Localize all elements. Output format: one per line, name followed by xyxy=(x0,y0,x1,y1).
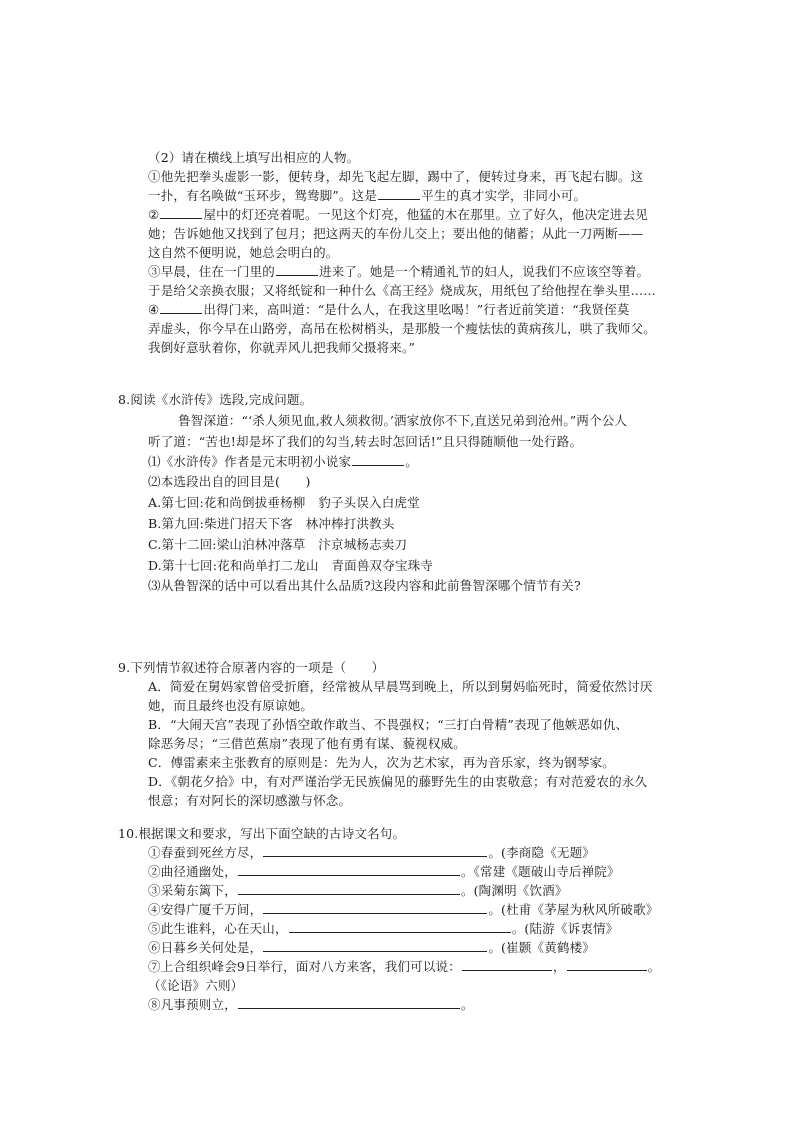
q8-passage-1: 鲁智深道：“‘杀人须见血,救人须救彻。’洒家放你不下,直送兄弟到沧州。”两个公人 xyxy=(178,413,628,428)
q7-line-9: 弄虚头，你今早在山路旁，高吊在松树梢头，是那般一个瘦怯怯的黄病孩儿，哄了我师父。 xyxy=(148,321,657,336)
q10-item-2-source: 。《常建《题破山寺后禅院》 xyxy=(460,864,620,879)
q10-item-5 xyxy=(148,920,618,938)
q10-item-4-prompt: ④安得广厦千万间， xyxy=(148,902,263,917)
answer-blank-3[interactable] xyxy=(276,263,318,276)
q9-title: 9.下列情节叙述符合原著内容的一项是（ ） xyxy=(118,660,385,675)
q9-option-c: C．傅雷素来主张教育的原则是：先为人，次为艺术家，再为音乐家，终为钢琴家。 xyxy=(148,755,615,770)
q10-title: 10.根据课文和要求，写出下面空缺的古诗文名句。 xyxy=(118,826,406,841)
q9-option-a-2: 她，而且最终也没有原谅她。 xyxy=(148,698,314,713)
q7-line-3a: ② xyxy=(148,207,160,222)
answer-blank-poem-7a[interactable] xyxy=(462,958,552,971)
q10-item-3 xyxy=(148,882,568,900)
q10-item-4-source: 。(杜甫《茅屋为秋风所破歌》 xyxy=(488,902,659,917)
q8-subq-1-text: ⑴《水浒传》作者是元末明初小说家 xyxy=(148,454,352,469)
q10-item-1-prompt: ①春蚕到死丝方尽， xyxy=(148,845,263,860)
q7-line-6a: ③早晨，住在一门里的 xyxy=(148,264,276,279)
q8-subq-2: ⑵本选段出自的回目是( ) xyxy=(148,474,311,489)
q7-line-2b: 平生的真才实学，非同小可。 xyxy=(421,188,587,203)
q8-subq-3: ⑶从鲁智深的话中可以看出其什么品质?这段内容和此前鲁智深哪个情节有关? xyxy=(148,578,581,593)
answer-blank-poem-2[interactable] xyxy=(238,863,460,876)
q7-part2-title: （2）请在横线上填写出相应的人物。 xyxy=(148,150,360,165)
q7-line-2 xyxy=(148,187,586,205)
q10-item-3-prompt: ③采菊东篱下， xyxy=(148,883,237,898)
answer-blank-poem-8[interactable] xyxy=(238,996,460,1009)
answer-blank-2[interactable] xyxy=(160,206,202,219)
q10-item-2 xyxy=(148,863,620,881)
q7-line-2a: 一扑，有名唤做“玉环步，鸳鸯脚”。这是 xyxy=(148,188,378,203)
q10-item-1-source: 。(李商隐《无题》 xyxy=(488,845,595,860)
q8-title: 8.阅读《水浒传》选段,完成问题。 xyxy=(118,392,313,407)
answer-blank-poem-4[interactable] xyxy=(263,901,487,914)
q10-item-3-source: 。(陶渊明《饮酒》 xyxy=(460,883,568,898)
q10-item-6 xyxy=(148,939,595,957)
q10-item-7-comma: ， xyxy=(552,959,566,974)
q9-option-b-1: B．“大闹天宫”表现了孙悟空敢作敢当、不畏强权；“三打白骨精”表现了他嫉恶如仇、 xyxy=(148,717,629,732)
answer-blank-poem-3[interactable] xyxy=(238,882,460,895)
q9-option-b-2: 除恶务尽；“三借芭蕉扇”表现了他有勇有谋、藐视权威。 xyxy=(148,736,466,751)
q7-line-8a: ④ xyxy=(148,302,160,317)
q9-option-d-1: D．《朝花夕拾》中，有对严谨治学无民族偏见的藤野先生的由衷敬意；有对范爱农的永久 xyxy=(148,774,648,789)
q10-item-7-source: （《论语》六则） xyxy=(148,978,244,993)
q8-option-d: D.第十七回:花和尚单打二龙山 青面兽双夺宝珠寺 xyxy=(148,558,434,573)
q10-item-1 xyxy=(148,844,595,862)
q8-subq-1 xyxy=(148,453,418,471)
q10-item-2-prompt: ②曲径通幽处， xyxy=(148,864,237,879)
q7-line-1: ①他先把拳头虚影一影，便转身，却先飞起左脚，踢中了，便转过身来，再飞起右脚。这 xyxy=(148,169,644,184)
answer-blank-poem-5[interactable] xyxy=(289,920,511,933)
answer-blank-author[interactable] xyxy=(352,453,404,466)
q8-option-c: C.第十二回:梁山泊林冲落草 汴京城杨志卖刀 xyxy=(148,537,408,552)
answer-blank-poem-1[interactable] xyxy=(263,844,487,857)
answer-blank-4[interactable] xyxy=(160,301,202,314)
answer-blank-1[interactable] xyxy=(378,187,420,200)
q7-line-10: 我倒好意驮着你，你就弄风儿把我师父摄将来。” xyxy=(148,340,416,355)
q10-item-8-end: 。 xyxy=(460,997,474,1012)
q7-line-6b: 进来了。她是一个精通礼节的妇人，说我们不应该空等着。 xyxy=(319,264,650,279)
q10-item-5-source: 。(陆游《诉衷情》 xyxy=(511,921,619,936)
q10-item-5-prompt: ⑤此生谁料，心在天山， xyxy=(148,921,288,936)
q8-subq-1-end: 。 xyxy=(405,454,418,469)
q10-item-4 xyxy=(148,901,659,919)
q7-line-3 xyxy=(148,206,648,224)
q9-option-d-2: 恨意；有对阿长的深切感激与怀念。 xyxy=(148,793,352,808)
q10-item-7 xyxy=(148,958,660,976)
q7-line-5: 这自然不便明说，她总会明白的。 xyxy=(148,245,339,260)
q10-item-7-prompt: ⑦上合组织峰会9日举行，面对八方来客，我们可以说： xyxy=(148,959,461,974)
q7-line-7: 于是给父亲换衣服；又将纸锭和一种什么《高王经》烧成灰，用纸包了给他捏在拳头里…… xyxy=(148,283,657,298)
q10-item-6-source: 。(崔颢《黄鹤楼》 xyxy=(488,940,595,955)
q7-line-8 xyxy=(148,301,630,319)
q10-item-7-end: 。 xyxy=(647,959,661,974)
q8-option-b: B.第九回:柴进门招天下客 林冲棒打洪教头 xyxy=(148,516,395,531)
answer-blank-poem-6[interactable] xyxy=(263,939,487,952)
q9-option-a-1: A．简爱在舅妈家曾倍受折磨，经常被从早晨骂到晚上，所以到舅妈临死时，简爱依然讨厌 xyxy=(148,679,653,694)
answer-blank-poem-7b[interactable] xyxy=(567,958,647,971)
q10-item-8-prompt: ⑧凡事预则立， xyxy=(148,997,237,1012)
q10-item-8 xyxy=(148,996,474,1014)
q7-line-4: 她；告诉她他又找到了包月；把这两天的车份儿交上；要出他的储蓄；从此一刀两断—— xyxy=(148,226,644,241)
q10-item-6-prompt: ⑥日暮乡关何处是， xyxy=(148,940,263,955)
q8-option-a: A.第七回:花和尚倒拔垂杨柳 豹子头误入白虎堂 xyxy=(148,495,420,510)
q8-passage-2: 听了道：“苦也!却是坏了我们的勾当,转去时怎回话!”且只得随顺他一处行路。 xyxy=(148,434,583,449)
q7-line-8b: 出得门来，高叫道：“是什么人，在我这里吆喝！”行者近前笑道：“我贤侄莫 xyxy=(203,302,630,317)
q7-line-3b: 屋中的灯还亮着呢。一见这个灯亮，他猛的木在那里。立了好久，他决定进去见 xyxy=(203,207,648,222)
q7-line-6 xyxy=(148,263,649,281)
